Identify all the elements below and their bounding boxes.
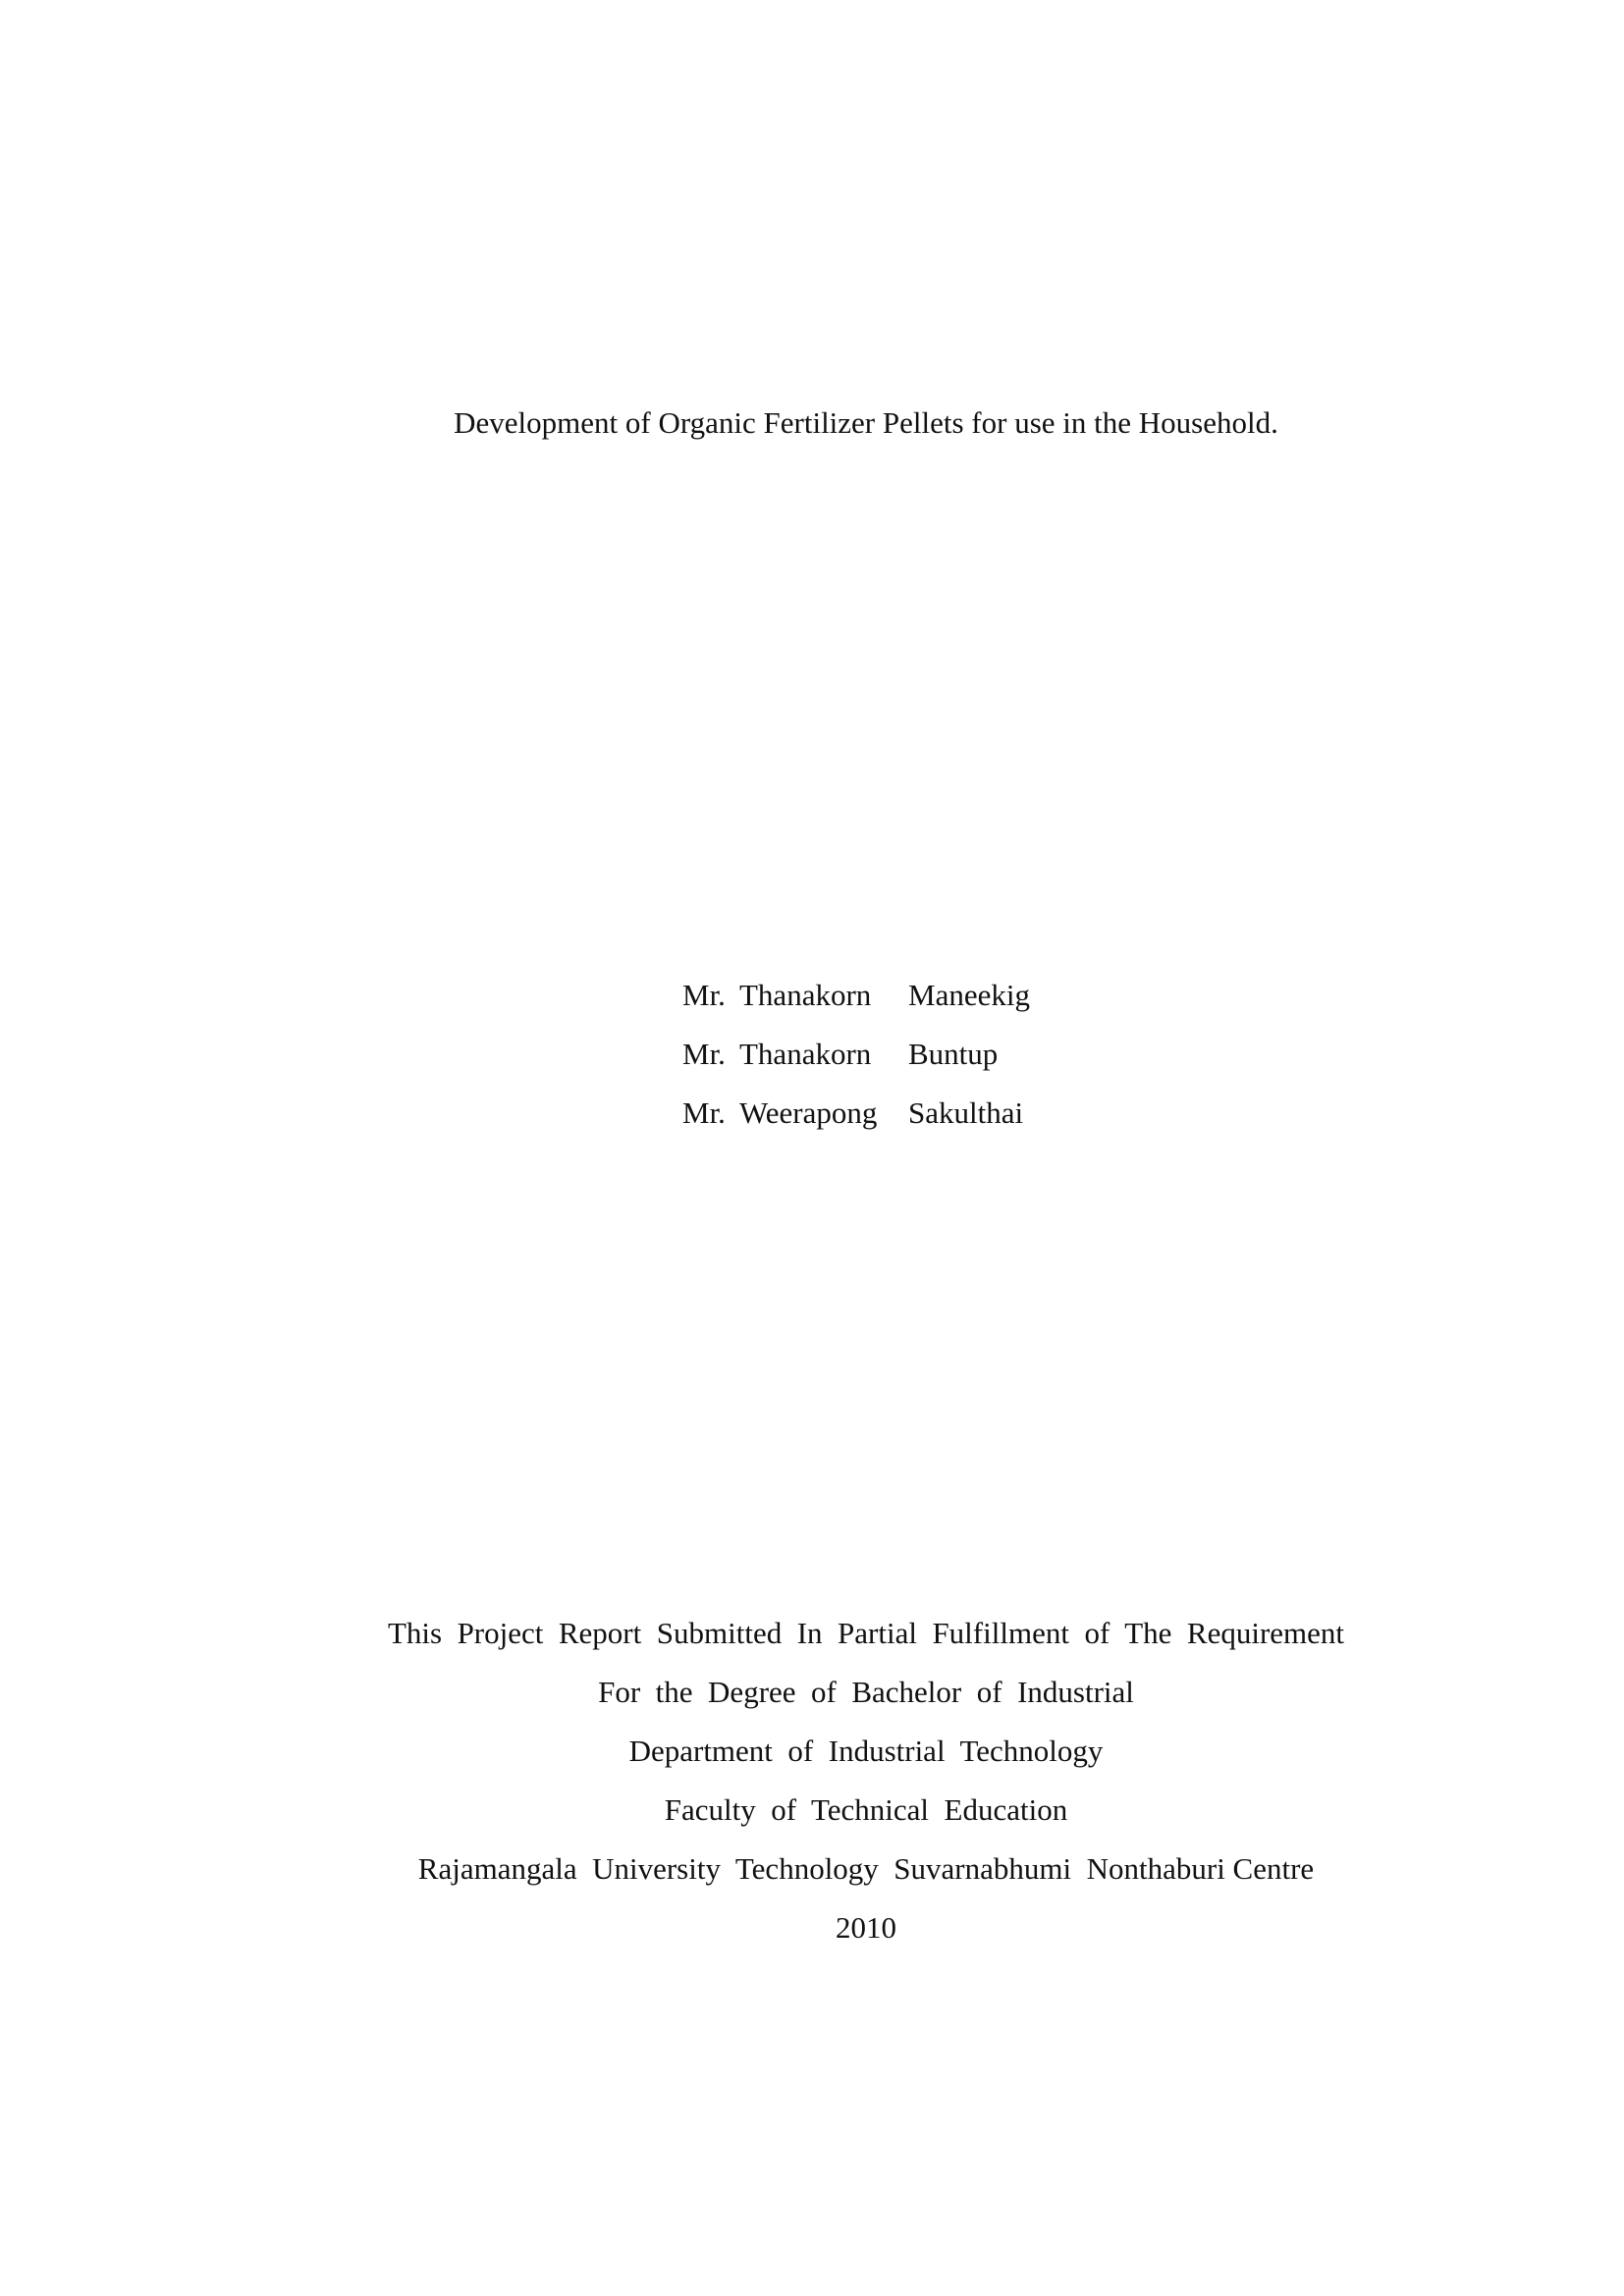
submission-line-department: Department of Industrial Technology: [628, 1734, 1104, 1768]
author-row: [682, 1094, 1272, 1152]
author-prefix: Mr.: [682, 978, 726, 1012]
document-title: Development of Organic Fertilizer Pellets for use in the Household.: [454, 405, 1278, 440]
author-list: [682, 976, 1272, 1152]
author-row: [682, 976, 1272, 1035]
submission-line-degree: For the Degree of Bachelor of Industrial: [598, 1675, 1134, 1709]
author-first-name: Weerapong: [739, 1095, 878, 1130]
submission-line-university: Rajamangala University Technology Suvarnabhumi Nonthaburi Centre: [417, 1851, 1315, 1886]
submission-line-faculty: Faculty of Technical Education: [664, 1792, 1068, 1827]
author-first-name: Thanakorn: [739, 1037, 872, 1071]
submission-line-requirement: This Project Report Submitted In Partial Fulfillment of The Requirement: [387, 1616, 1345, 1650]
author-last-name: Buntup: [908, 1037, 999, 1071]
author-prefix: Mr.: [682, 1037, 726, 1071]
author-last-name: Maneekig: [908, 978, 1030, 1012]
author-row: [682, 1035, 1272, 1094]
submission-statement: [0, 1614, 1624, 1967]
author-last-name: Sakulthai: [908, 1095, 1024, 1130]
submission-year: 2010: [836, 1910, 896, 1945]
author-prefix: Mr.: [682, 1095, 726, 1130]
author-first-name: Thanakorn: [739, 978, 872, 1012]
